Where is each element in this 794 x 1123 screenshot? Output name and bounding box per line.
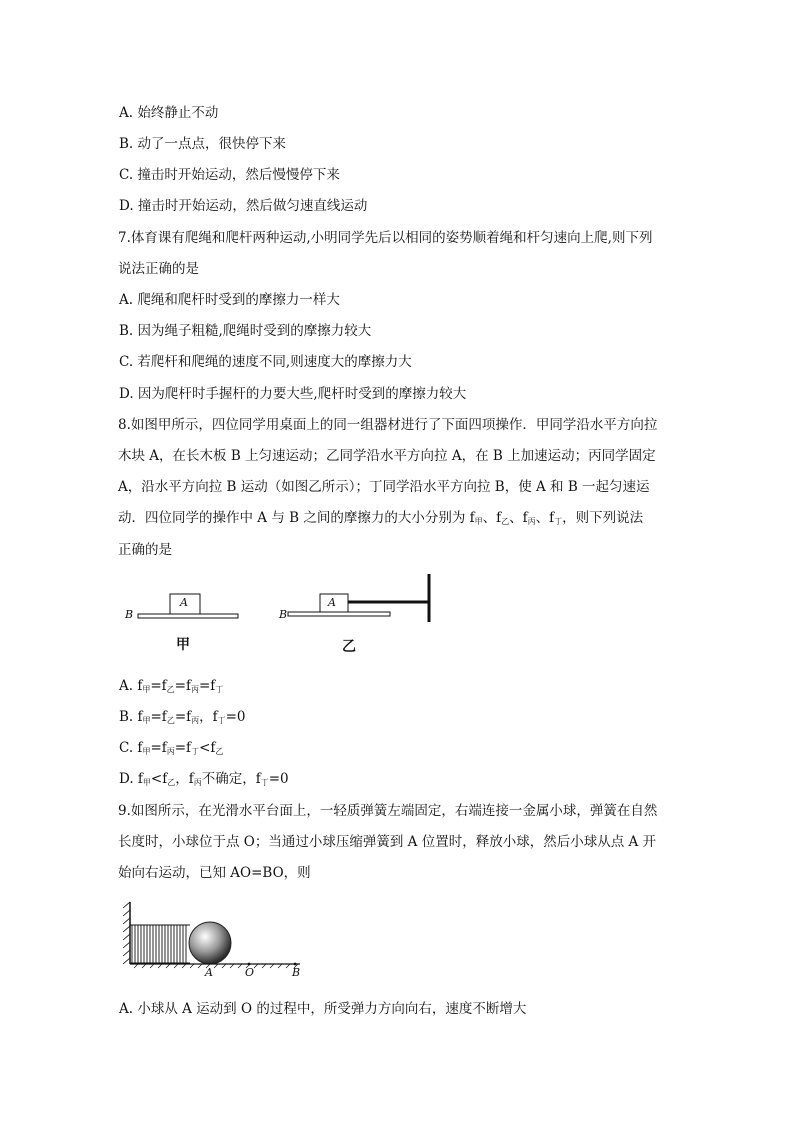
spring-coil bbox=[130, 925, 190, 963]
q8-yi-label-b: B bbox=[279, 608, 288, 621]
q6-option-b: B. 动了一点点，很快停下来 bbox=[119, 136, 287, 152]
q9-label-o: O bbox=[245, 966, 255, 979]
point-o-mark bbox=[248, 963, 251, 966]
q8-option-a: A. $f_甲=f_乙=f_丙=f_丁$ bbox=[119, 678, 224, 694]
q9-label-a: A bbox=[205, 966, 213, 979]
q8-option-b: B. $f_甲=f_乙=f_丙$，$f_丁=0$ bbox=[119, 709, 246, 725]
q8-yi-label-a: A bbox=[328, 596, 336, 609]
q7-stem-line-2: 说法正确的是 bbox=[118, 261, 199, 277]
board-b-jia bbox=[138, 614, 238, 618]
q9-stem-line-1: 9.如图所示，在光滑水平台面上，一轻质弹簧左端固定，右端连接一金属小球，弹簧在自然 bbox=[118, 803, 658, 819]
board-b-yi bbox=[288, 612, 390, 616]
q9-figure bbox=[120, 898, 310, 970]
q9-option-a: A. 小球从 A 运动到 O 的过程中，所受弹力方向向右，速度不断增大 bbox=[119, 1001, 527, 1017]
q6-option-a: A. 始终静止不动 bbox=[119, 105, 219, 121]
q8-caption-yi: 乙 bbox=[342, 639, 356, 655]
q8-jia-label-b: B bbox=[125, 608, 134, 621]
point-b-mark bbox=[294, 963, 297, 966]
q7-option-c: C. 若爬杆和爬绳的速度不同,则速度大的摩擦力大 bbox=[119, 354, 412, 370]
q7-stem-line-1: 7.体育课有爬绳和爬杆两种运动,小明同学先后以相同的姿势顺着绳和杆匀速向上爬,则下列 bbox=[118, 230, 653, 246]
q8-stem-line-4: 动．四位同学的操作中 A 与 B 之间的摩擦力的大小分别为 $f_甲$、$f_乙$、$f_丙$、$f_丁$，则下列说法 bbox=[118, 510, 644, 526]
q8-jia-label-a: A bbox=[180, 596, 188, 609]
wall-hatch bbox=[123, 902, 130, 964]
q8-figure-yi bbox=[280, 572, 440, 628]
q8-stem-line-3: A，沿水平方向拉 B 运动（如图乙所示）；丁同学沿水平方向拉 B，使 A 和 B 一起匀速运 bbox=[118, 479, 650, 495]
q8-stem-line-2: 木块 A，在长木板 B 上匀速运动；乙同学沿水平方向拉 A，在 B 上加速运动；丙同学固定 bbox=[118, 448, 656, 464]
q7-option-b: B. 因为绳子粗糙,爬绳时受到的摩擦力较大 bbox=[119, 323, 372, 339]
q7-option-d: D. 因为爬杆时手握杆的力要大些,爬杆时受到的摩擦力较大 bbox=[119, 386, 467, 402]
q7-option-a: A. 爬绳和爬杆时受到的摩擦力一样大 bbox=[119, 292, 340, 308]
q9-stem-line-2: 长度时，小球位于点 O；当通过小球压缩弹簧到 A 位置时，释放小球，然后小球从点 A 开 bbox=[118, 834, 657, 850]
q9-stem-line-3: 始向右运动，已知 AO=BO，则 bbox=[118, 865, 311, 881]
q9-label-b: B bbox=[292, 966, 301, 979]
q6-option-c: C. 撞击时开始运动，然后慢慢停下来 bbox=[119, 167, 340, 183]
q6-option-d: D. 撞击时开始运动，然后做匀速直线运动 bbox=[119, 198, 368, 214]
q8-stem-line-1: 8.如图甲所示，四位同学用桌面上的同一组器材进行了下面四项操作．甲同学沿水平方向拉 bbox=[118, 417, 658, 433]
q8-option-c: C. $f_甲=f_丙=f_丁<f_乙$ bbox=[119, 740, 224, 756]
q8-caption-jia: 甲 bbox=[176, 637, 190, 653]
metal-ball bbox=[189, 922, 231, 964]
q8-stem-line-5: 正确的是 bbox=[118, 542, 172, 558]
q8-option-d: D. $f_甲<f_乙$，$f_丙$不确定，$f_丁=0$ bbox=[119, 771, 289, 787]
